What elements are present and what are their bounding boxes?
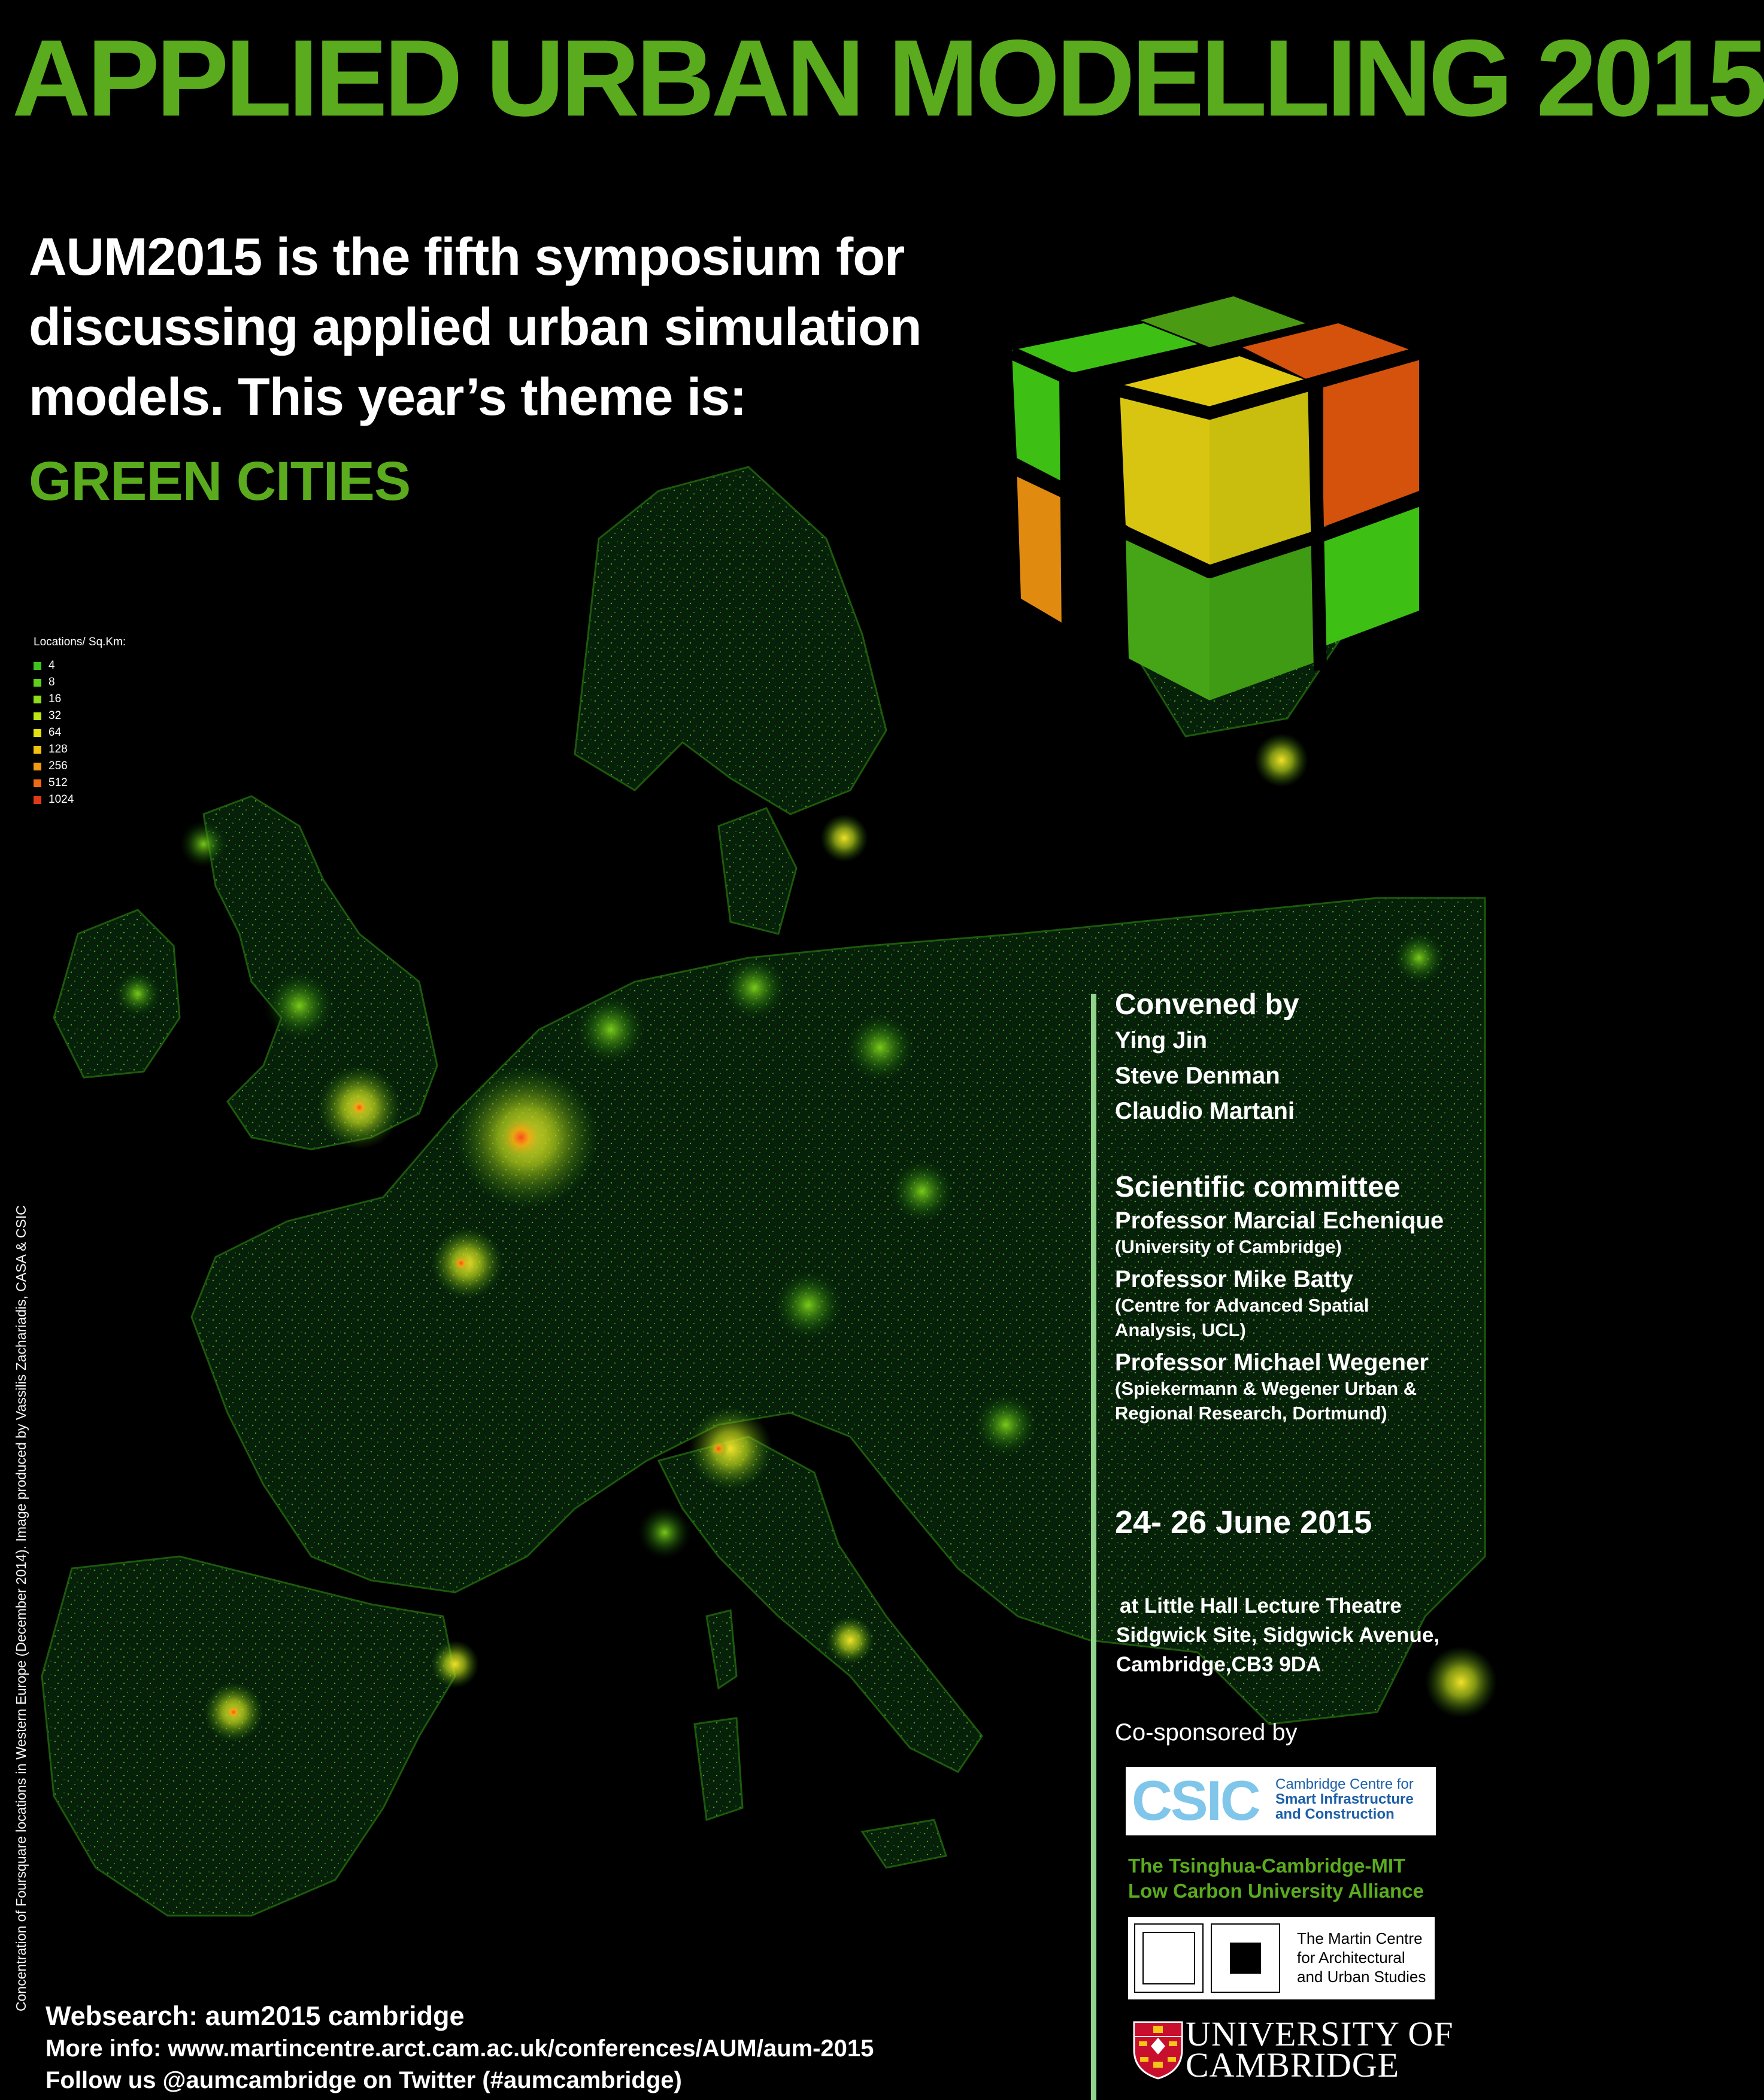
cambridge-crest-icon — [1132, 2020, 1184, 2080]
legend-title: Locations/ Sq.Km: — [34, 636, 126, 648]
legend-item — [34, 674, 126, 691]
committee-member-affiliation: (Spiekermann & Wegener Urban & Regional Research, Dortmund) — [1115, 1378, 1417, 1424]
convener-name: Ying Jin — [1115, 1027, 1208, 1054]
legend-swatch — [34, 796, 41, 804]
legend-label: 64 — [49, 726, 62, 739]
csic-logo: CSIC — [1132, 1769, 1259, 1832]
theme-text: GREEN CITIES — [29, 451, 411, 512]
legend-swatch — [34, 779, 41, 787]
tsinghua-alliance — [1128, 1853, 1424, 1904]
legend-label: 8 — [49, 676, 55, 688]
poster-title: APPLIED URBAN MODELLING 2015 — [12, 17, 1764, 139]
event-dates: 24- 26 June 2015 — [1115, 1504, 1372, 1540]
martin-centre-text — [1297, 1929, 1426, 1986]
committee-member-affiliation: (University of Cambridge) — [1115, 1236, 1342, 1257]
committee-member-name: Professor Mike Batty — [1115, 1266, 1353, 1292]
legend-item — [34, 724, 126, 741]
legend-item — [34, 758, 126, 775]
venue-line: Cambridge,CB3 9DA — [1116, 1653, 1322, 1676]
committee-member-name: Professor Michael Wegener — [1115, 1349, 1429, 1376]
committee-member-name: Professor Marcial Echenique — [1115, 1207, 1444, 1234]
intro-text: AUM2015 is the fifth symposium for discussing applied urban simulation models. This year’s theme is: — [29, 227, 922, 426]
csic-line: Cambridge Centre for — [1275, 1776, 1414, 1792]
cambridge-wordmark — [1186, 2014, 1454, 2084]
legend-label: 4 — [49, 659, 55, 672]
committee-member-affiliation: (Centre for Advanced Spatial Analysis, UCL) — [1115, 1295, 1369, 1340]
legend-swatch — [34, 746, 41, 754]
legend-swatch — [34, 662, 41, 670]
cambridge-line: UNIVERSITY OF — [1186, 2014, 1454, 2053]
websearch-text: Websearch: aum2015 cambridge — [46, 2001, 465, 2031]
cambridge-line: CAMBRIDGE — [1186, 2046, 1400, 2084]
map-legend — [34, 636, 126, 808]
committee-heading: Scientific committee — [1115, 1171, 1401, 1203]
convener-name: Claudio Martani — [1115, 1098, 1295, 1124]
legend-swatch — [34, 763, 41, 770]
martin-line: and Urban Studies — [1297, 1968, 1426, 1986]
university-of-cambridge-logo[interactable] — [1132, 2014, 1454, 2084]
martin-centre-square-icon — [1134, 1923, 1204, 1993]
cosponsored-label: Co-sponsored by — [1115, 1719, 1298, 1746]
legend-item — [34, 708, 126, 724]
twitter-follow-text[interactable]: Follow us @aumcambridge on Twitter (#aumcambridge) — [46, 2067, 682, 2093]
legend-item — [34, 791, 126, 808]
legend-label: 32 — [49, 709, 62, 722]
legend-label: 16 — [49, 693, 62, 705]
csic-line: Smart Infrastructure — [1275, 1791, 1414, 1807]
info-panel — [1115, 988, 1480, 1425]
tsinghua-line: Low Carbon University Alliance — [1128, 1880, 1424, 1902]
martin-centre-logo-box[interactable] — [1128, 1917, 1435, 1999]
tsinghua-line: The Tsinghua-Cambridge-MIT — [1128, 1855, 1406, 1877]
divider-line — [1091, 994, 1096, 2100]
legend-swatch — [34, 712, 41, 720]
legend-item — [34, 657, 126, 674]
map-credit: Concentration of Foursquare locations in Western Europe (December 2014). Image produced by Vassilis Zachariadis, CASA & CSIC — [13, 1205, 29, 2011]
convened-heading: Convened by — [1115, 988, 1299, 1021]
legend-item — [34, 691, 126, 708]
martin-line: for Architectural — [1297, 1949, 1405, 1967]
footer — [46, 1999, 874, 2096]
rubiks-cube-icon — [1012, 287, 1425, 706]
legend-swatch — [34, 729, 41, 737]
venue — [1116, 1591, 1439, 1679]
more-info-link[interactable]: More info: www.martincentre.arct.cam.ac.uk/conferences/AUM/aum-2015 — [46, 2035, 874, 2062]
legend-label: 1024 — [49, 793, 74, 806]
legend-label: 256 — [49, 760, 68, 772]
venue-line: at Little Hall Lecture Theatre — [1120, 1594, 1402, 1618]
legend-item — [34, 741, 126, 758]
legend-swatch — [34, 696, 41, 703]
martin-centre-square-icon — [1211, 1923, 1280, 1993]
legend-label: 128 — [49, 743, 68, 755]
convener-name: Steve Denman — [1115, 1063, 1280, 1089]
venue-line: Sidgwick Site, Sidgwick Avenue, — [1116, 1623, 1440, 1647]
csic-line: and Construction — [1275, 1806, 1395, 1822]
csic-text — [1275, 1777, 1414, 1822]
legend-swatch — [34, 679, 41, 687]
legend-item — [34, 775, 126, 791]
csic-logo-box[interactable] — [1126, 1767, 1436, 1835]
legend-label: 512 — [49, 776, 68, 789]
martin-line: The Martin Centre — [1297, 1929, 1423, 1947]
